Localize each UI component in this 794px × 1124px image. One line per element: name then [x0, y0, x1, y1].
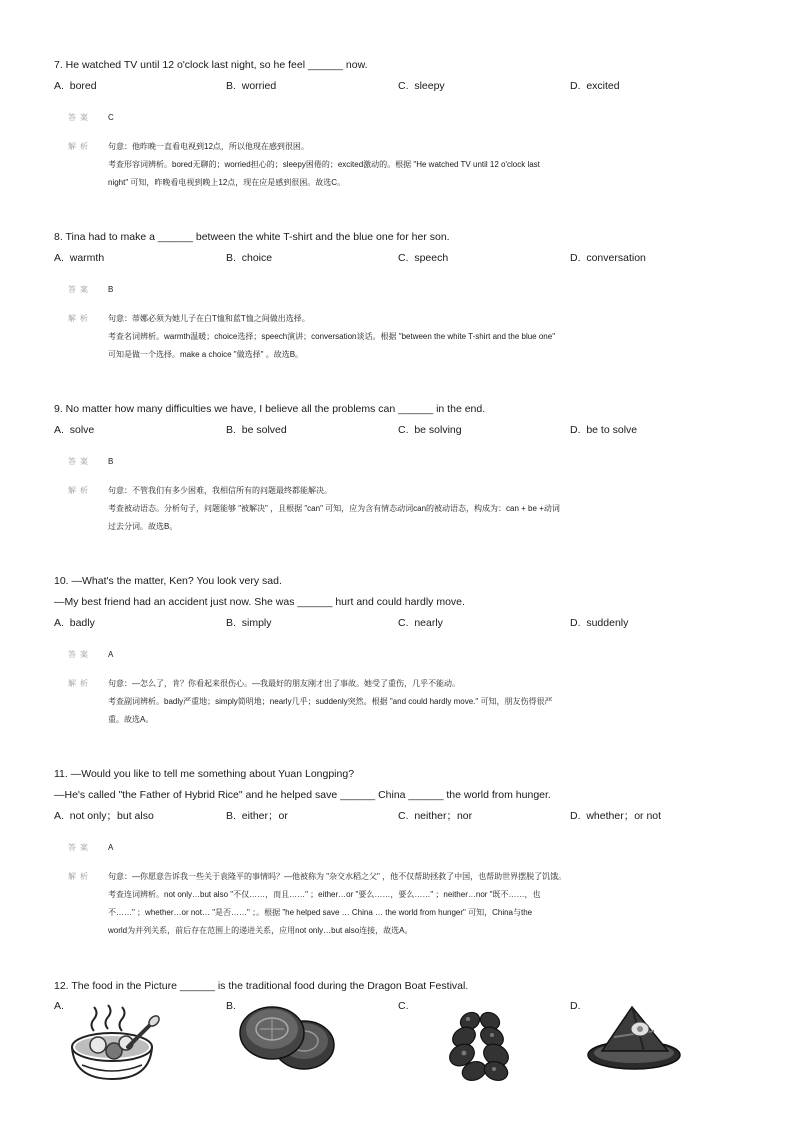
option-b: B. worried	[226, 80, 277, 92]
option-b: B. choice	[226, 252, 273, 264]
answer-tag: 答案	[68, 113, 92, 122]
answer-value: A	[108, 843, 114, 852]
question-12	[54, 976, 744, 1085]
answer-value: B	[108, 457, 114, 466]
option-b: B. be solved	[226, 424, 287, 436]
analysis-line: 考查形容词辨析。bored无聊的；worried担心的；sleepy困倦的；excited激动的。根据 "He watched TV until 12 o'clock last	[108, 160, 540, 169]
options-row	[54, 613, 744, 634]
analysis-tag: 解析	[68, 679, 92, 688]
answer-row	[54, 109, 744, 127]
option-c: C. nearly	[398, 617, 443, 629]
analysis-line: 考查连词辨析。not only…but also "不仅……，而且……" ；either…or "要么……，要么……" ；neither…nor "既不……，也	[108, 890, 541, 899]
answer-row	[54, 453, 744, 471]
answer-tag: 答案	[68, 650, 92, 659]
analysis-line: 过去分词。故选B。	[108, 522, 178, 531]
option-b: B. simply	[226, 617, 272, 629]
option-c: C. neither；nor	[398, 810, 473, 822]
analysis-line: 考查名词辨析。warmth温暖；choice选择；speech演讲；conversation谈话。根据 "between the white T-shirt and the blue one"	[108, 332, 556, 341]
analysis-line: world为并列关系，前后存在范围上的递进关系，应用not only…but also连接，故选A。	[108, 926, 413, 935]
answer-row	[54, 646, 744, 664]
analysis-tag: 解析	[68, 142, 92, 151]
question-11	[54, 764, 744, 940]
option-d: D. suddenly	[570, 617, 629, 629]
picture-label-b: B.	[226, 1000, 236, 1012]
option-c: C. sleepy	[398, 80, 445, 92]
question-stem: 10. —What's the matter, Ken? You look very sad. —My best friend had an accident just now. She was ______ hurt and could hardly move.	[54, 575, 465, 608]
option-a: A. not only；but also	[54, 810, 154, 822]
analysis-tag: 解析	[68, 486, 92, 495]
analysis-tag: 解析	[68, 872, 92, 881]
options-row	[54, 806, 744, 827]
zongzi-icon	[584, 1001, 684, 1073]
question-stem: 9. No matter how many difficulties we have, I believe all the problems can ______ in the end.	[54, 403, 486, 415]
analysis-line: 考查副词辨析。badly严重地；simply简明地；nearly几乎；suddenly突然。根据 "and could hardly move." 可知，朋友伤得很严	[108, 697, 553, 706]
picture-options	[54, 997, 744, 1085]
analysis-tag: 解析	[68, 314, 92, 323]
twisted-dough-icon	[434, 1001, 534, 1085]
option-c: C. speech	[398, 252, 449, 264]
answer-tag: 答案	[68, 457, 92, 466]
option-d: D. whether；or not	[570, 810, 662, 822]
option-d: D. conversation	[570, 252, 646, 264]
analysis-line: night" 可知，昨晚看电视到晚上12点，现在应是感到很困。故选C。	[108, 178, 346, 187]
question-stem: 12. The food in the Picture ______ is the traditional food during the Dragon Boat Festival.	[54, 980, 469, 992]
analysis-line: 不……" ；whether…or not… "是否……" ；。根据 "he helped save … China … the world from hunger" 可知，China与the	[108, 908, 533, 917]
option-a: A. bored	[54, 80, 97, 92]
answer-value: B	[108, 285, 114, 294]
option-a: A. solve	[54, 424, 95, 436]
analysis-line: 可知是做一个选择。make a choice "做选择" 。故选B。	[108, 350, 304, 359]
option-b: B. either；or	[226, 810, 288, 822]
analysis-block	[54, 482, 744, 536]
analysis-block	[54, 675, 744, 729]
analysis-line: 考查被动语态。分析句子，问题能够 "被解决" ，且根据 "can" 可知，应为含有情态动词can的被动语态，构成为：can + be +动词	[108, 504, 560, 513]
answer-tag: 答案	[68, 285, 92, 294]
answer-value: A	[108, 650, 114, 659]
question-7	[54, 55, 744, 192]
analysis-line: 句意：—怎么了，肯？你看起来很伤心。—我最好的朋友刚才出了事故。她受了重伤，几乎不能动。	[108, 679, 460, 688]
analysis-block	[54, 868, 744, 940]
analysis-line: 重。故选A。	[108, 715, 154, 724]
answer-row	[54, 281, 744, 299]
mooncake-icon	[238, 1001, 338, 1077]
question-stem: 7. He watched TV until 12 o'clock last night, so he feel ______ now.	[54, 59, 368, 71]
analysis-block	[54, 138, 744, 192]
analysis-line: 句意：蒂娜必须为她儿子在白T恤和蓝T恤之间做出选择。	[108, 314, 310, 323]
question-10	[54, 571, 744, 729]
answer-value: C	[108, 113, 114, 122]
options-row	[54, 420, 744, 441]
option-d: D. be to solve	[570, 424, 638, 436]
option-a: A. badly	[54, 617, 95, 629]
answer-row	[54, 839, 744, 857]
question-stem: 8. Tina had to make a ______ between the white T-shirt and the blue one for her son.	[54, 231, 450, 243]
analysis-block	[54, 310, 744, 364]
option-d: D. excited	[570, 80, 620, 92]
question-stem: 11. —Would you like to tell me something about Yuan Longping? —He's called "the Father of Hybrid Rice" and he helped save ______ China ______ the world from hunger.	[54, 768, 551, 801]
option-c: C. be solving	[398, 424, 462, 436]
picture-label-c: C.	[398, 1000, 409, 1012]
answer-tag: 答案	[68, 843, 92, 852]
question-9	[54, 399, 744, 536]
analysis-line: 句意：—你愿意告诉我一些关于袁隆平的事情吗？—他被称为 "杂交水稻之父" ，他不仅帮助拯救了中国，也帮助世界摆脱了饥饿。	[108, 872, 567, 881]
picture-label-a: A.	[54, 1000, 64, 1012]
question-8	[54, 227, 744, 364]
analysis-line: 句意：不管我们有多少困难，我相信所有的问题最终都能解决。	[108, 486, 332, 495]
picture-label-d: D.	[570, 1000, 581, 1012]
tangyuan-bowl-icon	[68, 1001, 160, 1085]
options-row	[54, 248, 744, 269]
options-row	[54, 76, 744, 97]
option-a: A. warmth	[54, 252, 105, 264]
analysis-line: 句意：他昨晚一直看电视到12点，所以他现在感到很困。	[108, 142, 309, 151]
